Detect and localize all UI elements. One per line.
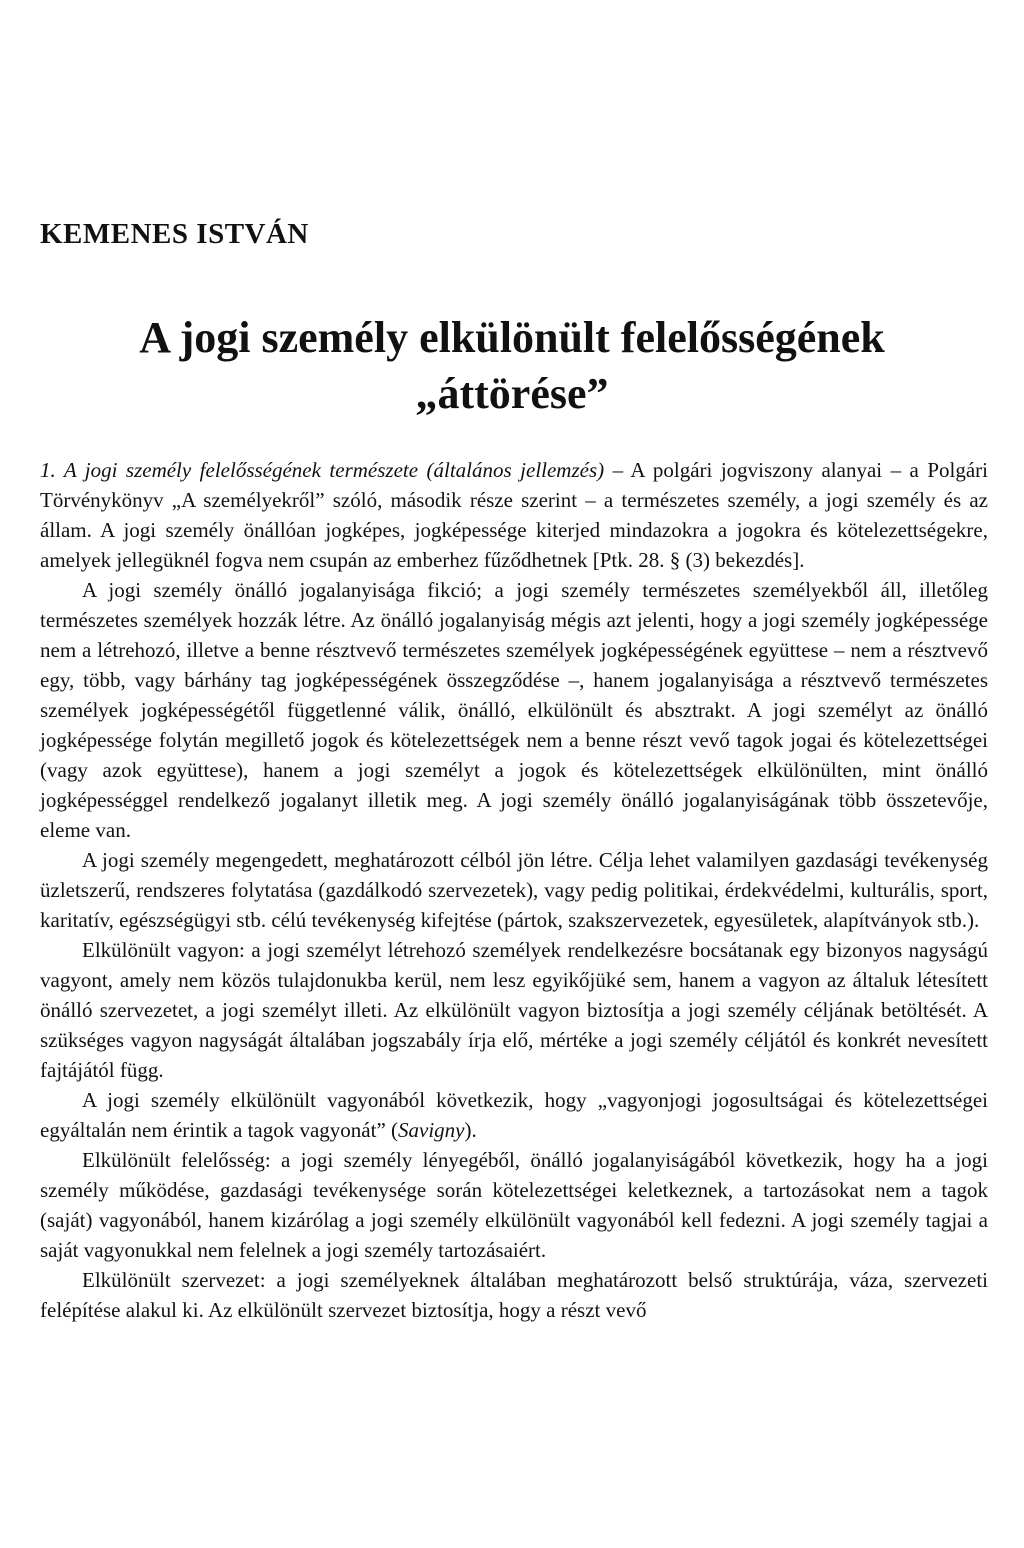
paragraph-3: A jogi személy megengedett, meghatározott célból jön létre. Célja lehet valamilyen gazdasági tevékenység üzletszerű, rendszeres folytatása (gazdálkodó szervezetek), vagy pedig politikai, érdekvédelmi, kulturális, sport, karitatív, egészségügyi stb. célú tevékenység kifejtése (pártok, szakszervezetek, egyesületek, alapítványok stb.). xyxy=(40,848,988,932)
title-line-2: „áttörése” xyxy=(415,369,609,418)
paragraph-4: Elkülönült vagyon: a jogi személyt létrehozó személyek rendelkezésre bocsátanak egy bizonyos nagyságú vagyont, amely nem közös tulajdonukba kerül, nem lesz egyikőjüké sem, hanem a vagyon az általuk létesített önálló szervezetet, a jogi személyt illeti. Az elkülönült vagyon biztosítja a jogi személy céljának betöltését. A szükséges vagyon nagyságát általában jogszabály írja elő, mértéke a jogi személy céljától és konkrét nevesített fajtájától függ. xyxy=(40,938,988,1082)
paragraph-5-tail: ). xyxy=(464,1118,477,1142)
section-heading: 1. A jogi személy felelősségének természete (általános jellemzés) xyxy=(40,458,605,482)
paragraph-5-text: A jogi személy elkülönült vagyonából következik, hogy „vagyonjogi jogosultságai és kötelezettségei egyáltalán nem érintik a tagok vagyonát” ( xyxy=(40,1088,988,1142)
article-body xyxy=(40,455,988,1325)
citation-author: Savigny xyxy=(398,1118,465,1142)
author-name: KEMENES ISTVÁN xyxy=(40,218,309,250)
paragraph-1 xyxy=(40,455,988,575)
paragraph-6: Elkülönült felelősség: a jogi személy lényegéből, önálló jogalanyiságából következik, hogy ha a jogi személy működése, gazdasági tevékenysége során kötelezettségei keletkeznek, a tartozásokat nem a tagok (saját) vagyonából, hanem kizárólag a jogi személy elkülönült vagyonából kell fedezni. A jogi személy tagjai a saját vagyonukkal nem felelnek a jogi személy tartozásaiért. xyxy=(40,1148,988,1262)
paragraph-2: A jogi személy önálló jogalanyisága fikció; a jogi személy természetes személyekből áll, illetőleg természetes személyek hozzák létre. Az önálló jogalanyiság mégis azt jelenti, hogy a jogi személy jogképessége nem a létrehozó, illetve a benne résztvevő természetes személyek jogképességének együttese – nem a résztvevő egy, több, vagy bárhány tag jogképességének összegződése –, hanem jogalanyisága a résztvevő természetes személyek jogképességétől függetlenné válik, önálló, elkülönült és absztrakt. A jogi személyt az önálló jogképessége folytán megillető jogok és kötelezettségek nem a benne részt vevő tagok jogai és kötelezettségei (vagy azok együttese), hanem a jogi személyt a jogok és kötelezettségek elkülönülten, mint önálló jogképességgel rendelkező jogalanyt illetik meg. A jogi személy önálló jogalanyiságának több összetevője, eleme van. xyxy=(40,578,988,842)
paragraph-7: Elkülönült szervezet: a jogi személyeknek általában meghatározott belső struktúrája, váza, szervezeti felépítése alakul ki. Az elkülönült szervezet biztosítja, hogy a részt vevő xyxy=(40,1268,988,1322)
title-line-1: A jogi személy elkülönült felelősségének xyxy=(139,313,885,362)
paragraph-1-text: – A polgári jogviszony alanyai – a Polgári Törvénykönyv „A személyekről” szóló, második része szerint – a természetes személy, a jogi személy és az állam. A jogi személy önállóan jogképes, jogképessége kiterjed mindazokra a jogokra és kötelezettségekre, amelyek jellegüknél fogva nem csupán az emberhez fűződhetnek [Ptk. 28. § (3) bekezdés]. xyxy=(40,458,989,572)
paragraph-5 xyxy=(40,1085,988,1145)
article-title xyxy=(40,310,984,422)
